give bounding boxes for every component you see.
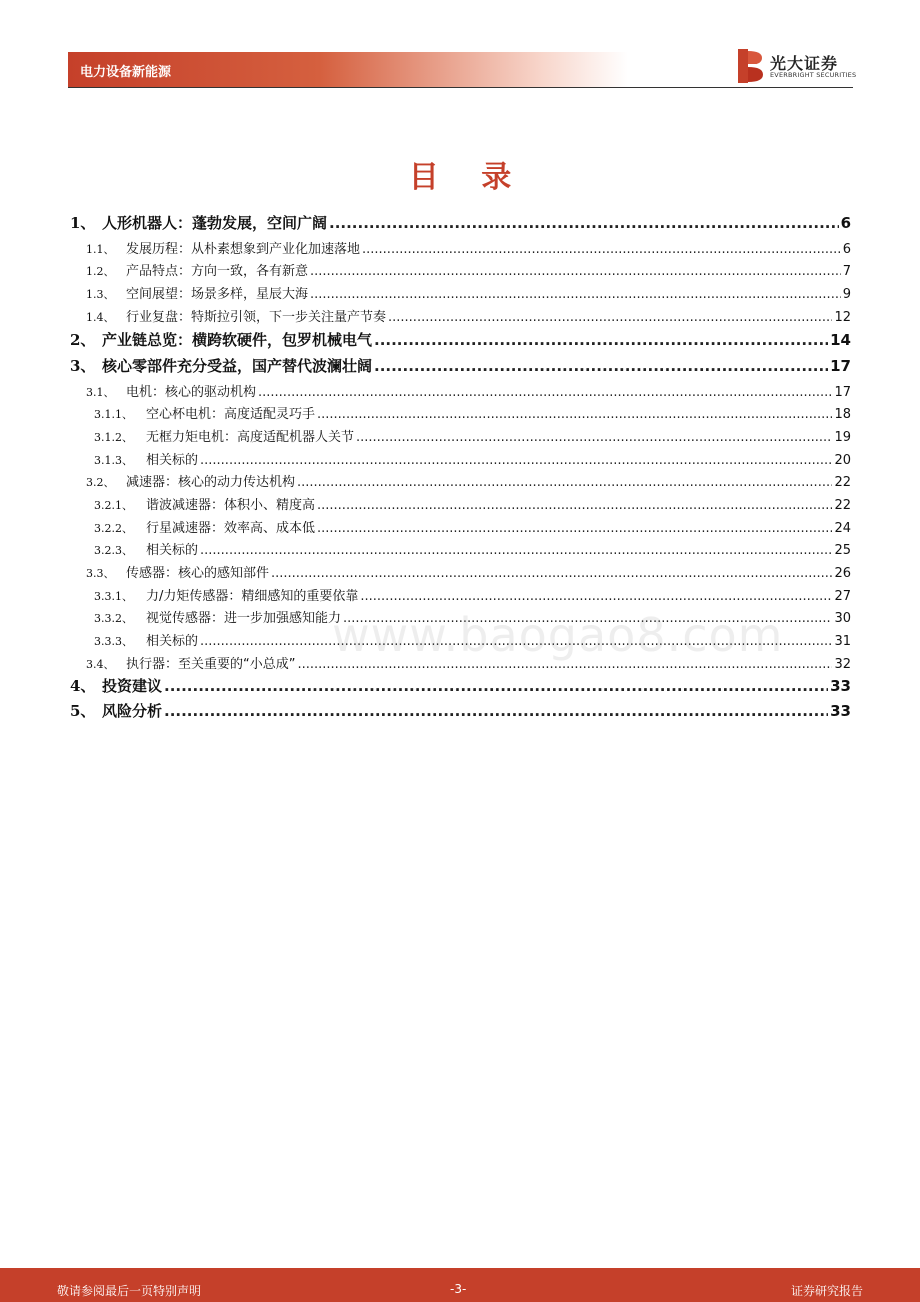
toc-entry-number: 3、 (70, 357, 96, 375)
toc-entry-number: 3.1、 (86, 386, 115, 399)
toc-entry-page: 30 (834, 611, 851, 626)
footer-page-number: -3- (450, 1282, 467, 1296)
toc-entry[interactable] (70, 449, 851, 469)
toc-entry-page: 9 (842, 287, 851, 302)
toc-leader (297, 475, 832, 490)
toc-leader (374, 331, 828, 349)
toc-entry-label: 投资建议 (102, 677, 163, 695)
toc-entry-label: 减速器：核心的动力传达机构 (126, 475, 296, 490)
toc-leader (329, 214, 839, 232)
toc-entry-label: 行业复盘：特斯拉引领，下一步关注量产节奏 (126, 310, 387, 325)
toc-entry-number: 3.3.2、 (94, 612, 133, 625)
toc-entry-number: 4、 (70, 677, 96, 695)
toc-leader (374, 357, 828, 375)
toc-entry-label: 谐波减速器：体积小、精度高 (146, 498, 316, 513)
toc-entry-number: 3.2.2、 (94, 522, 133, 535)
toc-entry-page: 17 (834, 385, 851, 400)
toc-entry-page: 7 (842, 264, 851, 279)
toc-entry[interactable] (70, 260, 851, 280)
toc-entry-label: 空心杯电机：高度适配灵巧手 (146, 407, 316, 422)
toc-entry-page: 33 (830, 677, 851, 695)
toc-entry-number: 3.4、 (86, 658, 115, 671)
toc-entry-number: 3.1.2、 (94, 431, 133, 444)
toc-entry-page: 6 (842, 242, 851, 257)
toc-entry[interactable] (70, 381, 851, 401)
toc-entry-label: 风险分析 (102, 702, 163, 720)
toc-entry-number: 3.1.1、 (94, 408, 133, 421)
toc-entry-page: 14 (830, 331, 851, 349)
toc-leader (310, 287, 841, 302)
toc-entry-number: 1.1、 (86, 243, 115, 256)
toc-entry[interactable] (70, 585, 851, 605)
toc-entry-page: 27 (834, 589, 851, 604)
toc-entry-number: 1.4、 (86, 311, 115, 324)
toc-entry[interactable] (70, 494, 851, 514)
toc-entry-page: 24 (834, 521, 851, 536)
toc-leader (164, 702, 828, 720)
toc-entry-label: 电机：核心的驱动机构 (126, 385, 257, 400)
toc-entry-page: 33 (830, 702, 851, 720)
toc-leader (317, 498, 832, 513)
toc-leader (258, 385, 832, 400)
watermark: www.baogao8.com (332, 608, 784, 662)
toc-entry-number: 3.2.3、 (94, 544, 133, 557)
header-divider (68, 87, 853, 88)
toc-leader (200, 543, 832, 558)
toc-entry-label: 无框力矩电机：高度适配机器人关节 (146, 430, 355, 445)
toc-entry[interactable] (70, 517, 851, 537)
toc-entry-number: 1、 (70, 214, 96, 232)
toc-entry-page: 20 (834, 453, 851, 468)
toc-entry-page: 19 (834, 430, 851, 445)
toc-entry[interactable] (70, 562, 851, 582)
toc-entry-page: 22 (834, 475, 851, 490)
brand-logo (736, 49, 856, 83)
logo-english: EVERBRIGHT SECURITIES (770, 71, 857, 79)
toc-entry-label: 核心零部件充分受益，国产替代波澜壮阔 (102, 357, 373, 375)
toc-entry-page: 12 (834, 310, 851, 325)
toc-entry[interactable] (70, 471, 851, 491)
toc-entry[interactable] (70, 329, 851, 349)
toc-entry-number: 3.1.3、 (94, 454, 133, 467)
toc-leader (310, 264, 841, 279)
toc-leader (271, 566, 832, 581)
footer-band (0, 1268, 920, 1302)
toc-entry-number: 3.3、 (86, 567, 115, 580)
toc-entry[interactable] (70, 675, 851, 695)
toc-entry-number: 1.2、 (86, 265, 115, 278)
toc-entry-number: 1.3、 (86, 288, 115, 301)
toc-entry-label: 相关标的 (146, 634, 199, 649)
footer-report-type: 证券研究报告 (790, 1284, 863, 1298)
toc-entry-page: 18 (834, 407, 851, 422)
toc-entry-label: 人形机器人：蓬勃发展，空间广阔 (102, 214, 328, 232)
header-section-label: 电力设备新能源 (80, 65, 172, 80)
toc-entry-number: 3.3.3、 (94, 635, 133, 648)
toc-entry-page: 22 (834, 498, 851, 513)
toc-entry-label: 力/力矩传感器：精细感知的重要依靠 (146, 589, 359, 604)
toc-leader (360, 589, 832, 604)
toc-entry-page: 6 (840, 214, 851, 232)
toc-entry-label: 传感器：核心的感知部件 (126, 566, 270, 581)
toc-entry-label: 发展历程：从朴素想象到产业化加速落地 (126, 242, 361, 257)
toc-entry[interactable] (70, 700, 851, 720)
toc-entry-label: 视觉传感器：进一步加强感知能力 (146, 611, 342, 626)
toc-entry-label: 相关标的 (146, 543, 199, 558)
toc-title: 目 录 (408, 160, 528, 195)
toc-entry-label: 执行器：至关重要的“小总成” (126, 657, 296, 672)
toc-leader (164, 677, 828, 695)
toc-entry[interactable] (70, 306, 851, 326)
toc-entry[interactable] (70, 212, 851, 232)
toc-leader (388, 310, 832, 325)
toc-entry-number: 5、 (70, 702, 96, 720)
toc-entry-label: 空间展望：场景多样，星辰大海 (126, 287, 309, 302)
header-band (68, 52, 628, 88)
toc-leader (356, 430, 832, 445)
toc-entry-label: 产品特点：方向一致，各有新意 (126, 264, 309, 279)
toc-entry-page: 31 (834, 634, 851, 649)
toc-entry[interactable] (70, 539, 851, 559)
toc-entry[interactable] (70, 283, 851, 303)
toc-entry-page: 17 (830, 357, 851, 375)
toc-leader (200, 453, 832, 468)
toc-entry-label: 行星减速器：效率高、成本低 (146, 521, 316, 536)
toc-entry[interactable] (70, 426, 851, 446)
toc-entry-number: 3.2、 (86, 476, 115, 489)
toc-entry[interactable] (70, 238, 851, 258)
toc-entry-page: 25 (834, 543, 851, 558)
toc-entry[interactable] (70, 403, 851, 423)
everbright-logo-icon (736, 49, 764, 83)
toc-leader (317, 521, 832, 536)
toc-entry-number: 2、 (70, 331, 96, 349)
toc-entry-number: 3.3.1、 (94, 590, 133, 603)
toc-entry-page: 32 (834, 657, 851, 672)
toc-entry-number: 3.2.1、 (94, 499, 133, 512)
toc-entry-label: 相关标的 (146, 453, 199, 468)
logo-name: 光大证券 (770, 54, 839, 73)
toc-leader (362, 242, 841, 257)
toc-entry[interactable] (70, 355, 851, 375)
toc-entry-label: 产业链总览：横跨软硬件，包罗机械电气 (102, 331, 373, 349)
footer-disclaimer: 敬请参阅最后一页特别声明 (57, 1284, 202, 1298)
toc-leader (317, 407, 832, 422)
toc-entry-page: 26 (834, 566, 851, 581)
